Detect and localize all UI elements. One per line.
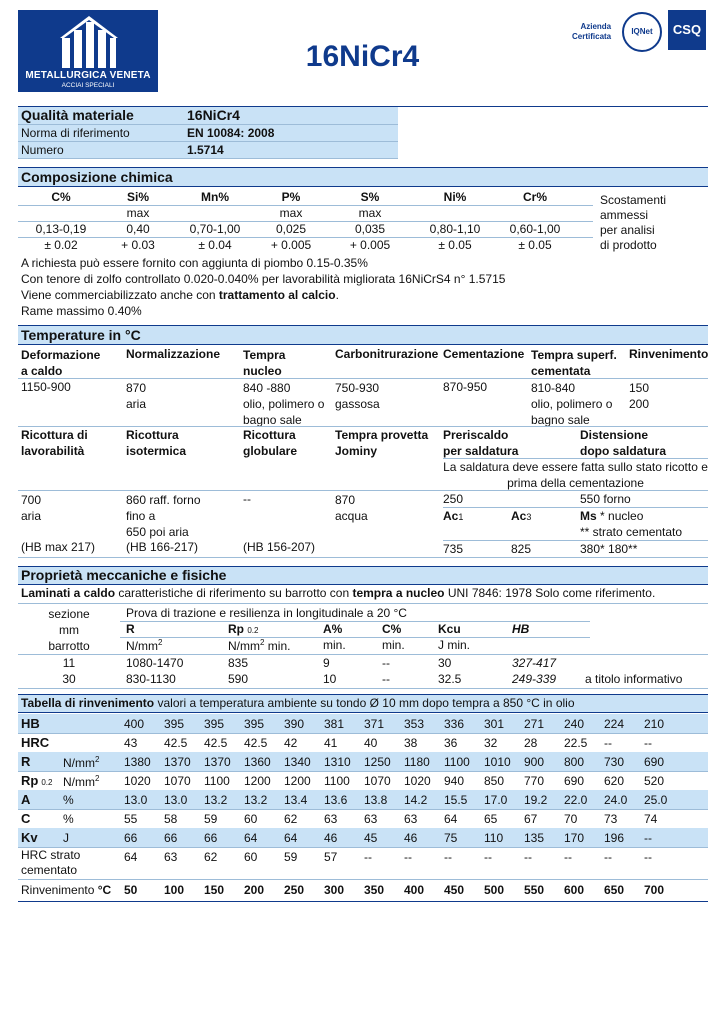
- tempering-value-3-2: 1100: [204, 774, 230, 788]
- ms-label: Ms * nucleo: [580, 509, 644, 523]
- temp-v-ric-glob-hb: (HB 156-207): [243, 540, 316, 554]
- mech-col-a: A%: [323, 622, 343, 636]
- tempering-value-1-13: --: [644, 736, 652, 750]
- temp-h-distensione: Distensione dopo saldatura: [580, 428, 667, 458]
- chem-values-6: 0,60-1,00: [509, 222, 561, 236]
- rinvenimento-value-8: 450: [444, 883, 465, 897]
- temp-h-norm: Normalizzazione: [126, 347, 221, 361]
- chem-max-3: max: [279, 206, 303, 220]
- tempering-value-4-9: 17.0: [484, 793, 508, 807]
- tempering-value-4-0: 13.0: [124, 793, 148, 807]
- tempering-value-7-5: 57: [324, 850, 338, 864]
- chem-section-title: Composizione chimica: [18, 167, 708, 187]
- tempering-value-0-9: 301: [484, 717, 505, 731]
- mech-row-1-cell-7: a titolo informativo: [585, 672, 683, 686]
- tempering-value-5-5: 63: [324, 812, 338, 826]
- tempering-value-6-2: 66: [204, 831, 218, 845]
- mech-intro: Laminati a caldo caratteristiche di riferimento su barrotto con tempra a nucleo UNI 7846: 1978 Solo come riferimento.: [21, 586, 656, 600]
- mech-col-hb: HB: [512, 622, 530, 636]
- tempering-value-1-1: 42.5: [164, 736, 188, 750]
- tempering-label-6: Kv: [21, 830, 38, 845]
- tempering-value-5-0: 55: [124, 812, 138, 826]
- tempering-value-6-11: 170: [564, 831, 585, 845]
- mech-col-c: C%: [382, 622, 402, 636]
- tempering-unit-2: $N/mm^2$: [63, 755, 100, 770]
- mech-row-0-cell-6: 327-417: [512, 656, 557, 670]
- tempering-value-7-6: --: [364, 850, 372, 864]
- tempering-value-1-7: 38: [404, 736, 418, 750]
- tempering-value-4-1: 13.0: [164, 793, 188, 807]
- temp-h-preriscaldo: Preriscaldo per saldatura: [443, 428, 519, 458]
- tempering-value-0-13: 210: [644, 717, 665, 731]
- norm-value: EN 10084: 2008: [187, 126, 275, 140]
- temp-v-ric-iso-hb: (HB 166-217): [126, 540, 199, 554]
- chem-side-note: Scostamenti ammessi per analisi di prodotto: [600, 193, 667, 252]
- tempering-value-6-4: 64: [284, 831, 298, 845]
- mech-row-0-cell-0: 11: [62, 656, 76, 670]
- tempering-value-4-10: 19.2: [524, 793, 548, 807]
- tempering-value-2-6: 1250: [364, 755, 391, 769]
- tempering-value-5-3: 60: [244, 812, 258, 826]
- ms-strato: ** strato cementato: [580, 525, 683, 539]
- tempering-value-1-11: 22.5: [564, 736, 588, 750]
- tempering-unit-4: %: [63, 793, 74, 807]
- chem-note-2: Con tenore di zolfo controllato 0.020-0.040% per lavorabilità migliorata 16NiCrS4 n° 1.5715: [21, 272, 506, 286]
- tempering-value-6-7: 46: [404, 831, 418, 845]
- tempering-value-3-5: 1100: [324, 774, 350, 788]
- tempering-value-0-10: 271: [524, 717, 545, 731]
- ac3-label: Ac3: [511, 509, 532, 523]
- tempering-value-4-2: 13.2: [204, 793, 228, 807]
- tempering-label-0: HB: [21, 716, 40, 731]
- chem-values-3: 0,025: [275, 222, 307, 236]
- tempering-label-7: HRC strato cementato: [21, 848, 81, 877]
- tempering-value-7-13: --: [644, 850, 652, 864]
- tempering-value-5-2: 59: [204, 812, 218, 826]
- temp-v-norm: 870 aria: [126, 381, 147, 411]
- tempering-value-1-5: 41: [324, 736, 338, 750]
- tempering-value-7-4: 59: [284, 850, 298, 864]
- tempering-value-7-9: --: [484, 850, 492, 864]
- temp-h-ric-lav: Ricottura di lavorabilità: [21, 428, 88, 458]
- ms-value: 380* 180**: [580, 542, 638, 556]
- temp-h-rinv: Rinvenimento: [629, 347, 709, 361]
- rinvenimento-value-7: 400: [404, 883, 425, 897]
- rinvenimento-value-10: 550: [524, 883, 545, 897]
- tempering-value-3-12: 620: [604, 774, 625, 788]
- quality-label: Qualità materiale: [21, 107, 134, 123]
- tempering-value-2-10: 900: [524, 755, 545, 769]
- chem-max-4: max: [358, 206, 382, 220]
- logo-name: METALLURGICA VENETA: [25, 70, 151, 81]
- mech-row-1-cell-4: --: [382, 672, 390, 686]
- chem-dev-2: ± 0.04: [198, 238, 232, 252]
- rinvenimento-value-0: 50: [124, 883, 138, 897]
- chem-note-3: Viene commerciabilizzato anche con trattamento al calcio.: [21, 288, 339, 302]
- temp-v-ric-glob: --: [243, 492, 251, 506]
- tempering-value-4-8: 15.5: [444, 793, 468, 807]
- rinvenimento-value-5: 300: [324, 883, 345, 897]
- mech-left-header: sezione mm barrotto: [48, 607, 90, 653]
- chem-dev-3: + 0.005: [270, 238, 312, 252]
- temp-v-preriscaldo: 250: [443, 492, 464, 506]
- tempering-value-6-10: 135: [524, 831, 545, 845]
- tempering-value-3-8: 940: [444, 774, 465, 788]
- tempering-value-6-8: 75: [444, 831, 458, 845]
- csq-logo: CSQ: [668, 10, 706, 50]
- tempering-value-3-9: 850: [484, 774, 505, 788]
- tempering-title: Tabella di rinvenimento valori a temperatura ambiente su tondo Ø 10 mm dopo tempra a 850 °C in olio: [18, 694, 708, 713]
- temp-v-tempra: 840 -880 olio, polimero o bagno sale: [243, 381, 325, 427]
- tempering-value-7-11: --: [564, 850, 572, 864]
- tempering-value-4-12: 24.0: [604, 793, 628, 807]
- tempering-value-7-0: 64: [124, 850, 138, 864]
- chem-cols-5: Ni%: [443, 190, 467, 204]
- mech-col-rp: Rp 0.2: [228, 622, 259, 636]
- tempering-value-4-3: 13.2: [244, 793, 268, 807]
- tempering-value-2-4: 1340: [284, 755, 311, 769]
- chem-cols-6: Cr%: [522, 190, 547, 204]
- mech-unit-kcu: J min.: [438, 638, 471, 652]
- page-title: 16NiCr4: [305, 40, 420, 73]
- mech-row-0-cell-5: 30: [438, 656, 452, 670]
- tempering-value-0-12: 224: [604, 717, 625, 731]
- chem-note-1: A richiesta può essere fornito con aggiunta di piombo 0.15-0.35%: [21, 256, 368, 270]
- tempering-value-0-3: 395: [244, 717, 265, 731]
- mech-prova: Prova di trazione e resilienza in longitudinale a 20 °C: [126, 606, 407, 620]
- mech-unit-rp: $N/mm^2$ min.: [228, 638, 291, 653]
- temp-v-ric-lav-hb: (HB max 217): [21, 540, 96, 554]
- chem-dev-5: ± 0.05: [438, 238, 472, 252]
- tempering-value-1-8: 36: [444, 736, 458, 750]
- tempering-value-5-7: 63: [404, 812, 418, 826]
- tempering-value-2-13: 690: [644, 755, 665, 769]
- mech-row-1-cell-5: 32.5: [438, 672, 462, 686]
- mech-row-1-cell-2: 590: [228, 672, 249, 686]
- tempering-value-6-5: 46: [324, 831, 338, 845]
- chem-dev-1: + 0.03: [121, 238, 155, 252]
- weld-note: La saldatura deve essere fatta sullo stato ricotto e prima della cementazione: [443, 460, 708, 490]
- mech-unit-r: $N/mm^2$: [126, 638, 163, 653]
- tempering-value-2-1: 1370: [164, 755, 191, 769]
- norm-label: Norma di riferimento: [21, 126, 130, 140]
- ac1-label: Ac1: [443, 509, 464, 523]
- tempering-value-4-6: 13.8: [364, 793, 388, 807]
- rinvenimento-value-2: 150: [204, 883, 225, 897]
- tempering-label-1: HRC: [21, 735, 50, 750]
- mech-row-0-cell-1: 1080-1470: [126, 656, 184, 670]
- chem-dev-0: ± 0.02: [44, 238, 78, 252]
- rinvenimento-value-12: 650: [604, 883, 625, 897]
- tempering-value-0-4: 390: [284, 717, 305, 731]
- tempering-value-1-10: 28: [524, 736, 538, 750]
- tempering-value-3-11: 690: [564, 774, 585, 788]
- tempering-value-6-0: 66: [124, 831, 138, 845]
- temp-section-title: Temperature in °C: [18, 325, 708, 345]
- tempering-value-3-7: 1020: [404, 774, 431, 788]
- tempering-value-5-11: 70: [564, 812, 578, 826]
- tempering-value-7-7: --: [404, 850, 412, 864]
- tempering-value-7-8: --: [444, 850, 452, 864]
- mech-row-1-cell-3: 10: [323, 672, 337, 686]
- temp-v-tempra-superf: 810-840 olio, polimero o bagno sale: [531, 381, 613, 427]
- tempering-value-6-9: 110: [484, 831, 504, 845]
- mech-row-0-cell-3: 9: [323, 656, 330, 670]
- chem-note-4: Rame massimo 0.40%: [21, 304, 142, 318]
- tempering-value-1-2: 42.5: [204, 736, 228, 750]
- mech-section-title: Proprietà meccaniche e fisiche: [18, 566, 708, 585]
- chem-max-1: max: [126, 206, 150, 220]
- chem-dev-4: + 0.005: [349, 238, 391, 252]
- temp-v-rinv: 150 200: [629, 381, 650, 411]
- tempering-value-2-9: 1010: [484, 755, 511, 769]
- ac3-value: 825: [511, 542, 532, 556]
- temp-v-ric-lav: 700 aria: [21, 493, 42, 523]
- temp-v-cement: 870-950: [443, 380, 488, 394]
- mech-row-1-cell-1: 830-1130: [126, 672, 176, 686]
- tempering-value-3-6: 1070: [364, 774, 391, 788]
- tempering-unit-5: %: [63, 812, 74, 826]
- tempering-unit-3: $N/mm^2$: [63, 774, 100, 789]
- mech-unit-a: min.: [323, 638, 346, 652]
- tempering-value-3-1: 1070: [164, 774, 191, 788]
- tempering-value-1-9: 32: [484, 736, 498, 750]
- tempering-value-2-11: 800: [564, 755, 585, 769]
- tempering-value-6-3: 64: [244, 831, 258, 845]
- tempering-value-4-5: 13.6: [324, 793, 348, 807]
- tempering-label-5: C: [21, 811, 31, 826]
- tempering-label-3: Rp 0.2: [21, 773, 53, 788]
- tempering-value-4-4: 13.4: [284, 793, 308, 807]
- number-value: 1.5714: [187, 143, 224, 157]
- rinvenimento-value-1: 100: [164, 883, 185, 897]
- tempering-value-4-11: 22.0: [564, 793, 588, 807]
- tempering-value-0-11: 240: [564, 717, 585, 731]
- tempering-value-2-5: 1310: [324, 755, 351, 769]
- tempering-value-1-4: 42: [284, 736, 298, 750]
- temp-h-tempra-superf: Tempra superf. cementata: [531, 348, 617, 378]
- certified-label: Azienda Certificata: [572, 22, 612, 41]
- tempering-value-5-10: 67: [524, 812, 538, 826]
- tempering-value-3-0: 1020: [124, 774, 151, 788]
- tempering-value-4-7: 14.2: [404, 793, 428, 807]
- chem-cols-3: P%: [281, 190, 301, 204]
- tempering-label-4: A: [21, 792, 31, 807]
- tempering-value-0-1: 395: [164, 717, 185, 731]
- tempering-value-0-6: 371: [364, 717, 385, 731]
- mech-row-0-cell-2: 835: [228, 656, 249, 670]
- tempering-value-2-7: 1180: [404, 755, 430, 769]
- iqnet-logo: IQNet: [622, 12, 662, 52]
- tempering-value-2-0: 1380: [124, 755, 151, 769]
- tempering-value-0-5: 381: [324, 717, 345, 731]
- temp-h-deform: Deformazione a caldo: [21, 348, 101, 378]
- number-label: Numero: [21, 143, 64, 157]
- chem-cols-2: Mn%: [201, 190, 229, 204]
- chem-values-5: 0,80-1,10: [429, 222, 481, 236]
- tempering-value-7-2: 62: [204, 850, 218, 864]
- rinvenimento-label: Rinvenimento °C: [21, 883, 112, 897]
- tempering-value-0-2: 395: [204, 717, 225, 731]
- mech-row-0-cell-4: --: [382, 656, 390, 670]
- tempering-value-6-12: 196: [604, 831, 625, 845]
- temp-v-distensione: 550 forno: [580, 492, 631, 506]
- temp-h-ric-iso: Ricottura isotermica: [126, 428, 187, 458]
- rinvenimento-value-6: 350: [364, 883, 385, 897]
- mech-col-r: R: [126, 622, 135, 636]
- tempering-value-7-1: 63: [164, 850, 178, 864]
- quality-value: 16NiCr4: [187, 107, 240, 123]
- tempering-value-7-3: 60: [244, 850, 258, 864]
- logo-subtitle: ACCIAI SPECIALI: [61, 82, 115, 89]
- rinvenimento-value-13: 700: [644, 883, 665, 897]
- tempering-value-6-6: 45: [364, 831, 378, 845]
- tempering-value-3-4: 1200: [284, 774, 311, 788]
- temp-h-cement: Cementazione: [443, 347, 525, 361]
- tempering-value-5-4: 62: [284, 812, 298, 826]
- rinvenimento-value-9: 500: [484, 883, 505, 897]
- tempering-value-7-10: --: [524, 850, 532, 864]
- chem-values-4: 0,035: [354, 222, 386, 236]
- tempering-value-0-8: 336: [444, 717, 465, 731]
- tempering-value-1-6: 40: [364, 736, 378, 750]
- tempering-value-5-6: 63: [364, 812, 378, 826]
- tempering-value-1-3: 42.5: [244, 736, 268, 750]
- chem-values-1: 0,40: [126, 222, 150, 236]
- chem-cols-1: Si%: [126, 190, 149, 204]
- temp-v-ric-iso: 860 raff. forno fino a 650 poi aria: [126, 493, 201, 539]
- temp-v-jominy: 870 acqua: [335, 493, 368, 523]
- rinvenimento-value-3: 200: [244, 883, 265, 897]
- tempering-value-2-12: 730: [604, 755, 625, 769]
- tempering-value-1-0: 43: [124, 736, 138, 750]
- tempering-value-6-13: --: [644, 831, 652, 845]
- tempering-value-2-2: 1370: [204, 755, 231, 769]
- tempering-value-2-3: 1360: [244, 755, 271, 769]
- chem-values-2: 0,70-1,00: [189, 222, 241, 236]
- temp-h-tempra: Tempra nucleo: [243, 348, 286, 378]
- tempering-value-0-7: 353: [404, 717, 425, 731]
- mech-unit-c: min.: [382, 638, 405, 652]
- tempering-value-5-1: 58: [164, 812, 178, 826]
- tempering-value-5-12: 73: [604, 812, 618, 826]
- ac1-value: 735: [443, 542, 464, 556]
- temp-v-deform: 1150-900: [21, 380, 71, 394]
- tempering-value-5-9: 65: [484, 812, 498, 826]
- tempering-value-3-13: 520: [644, 774, 665, 788]
- temp-v-carbo: 750-930 gassosa: [335, 381, 380, 411]
- tempering-value-2-8: 1100: [444, 755, 470, 769]
- mech-col-kcu: Kcu: [438, 622, 461, 636]
- mech-row-1-cell-6: 249-339: [512, 672, 557, 686]
- tempering-value-1-12: --: [604, 736, 612, 750]
- tempering-value-3-10: 770: [524, 774, 545, 788]
- tempering-value-5-13: 74: [644, 812, 658, 826]
- temp-h-ric-glob: Ricottura globulare: [243, 428, 298, 458]
- tempering-value-4-13: 25.0: [644, 793, 668, 807]
- tempering-value-3-3: 1200: [244, 774, 271, 788]
- rinvenimento-value-11: 600: [564, 883, 585, 897]
- temp-h-jominy: Tempra provetta Jominy: [335, 428, 429, 458]
- chem-cols-4: S%: [360, 190, 380, 204]
- chem-cols-0: C%: [51, 190, 71, 204]
- rinvenimento-value-4: 250: [284, 883, 305, 897]
- temp-h-carbo: Carbonitrurazione: [335, 347, 439, 361]
- tempering-value-6-1: 66: [164, 831, 178, 845]
- tempering-value-0-0: 400: [124, 717, 145, 731]
- tempering-value-7-12: --: [604, 850, 612, 864]
- tempering-unit-6: J: [63, 831, 69, 845]
- mech-row-1-cell-0: 30: [62, 672, 76, 686]
- tempering-value-5-8: 64: [444, 812, 458, 826]
- chem-values-0: 0,13-0,19: [35, 222, 87, 236]
- chem-dev-6: ± 0.05: [518, 238, 552, 252]
- tempering-label-2: R: [21, 754, 31, 769]
